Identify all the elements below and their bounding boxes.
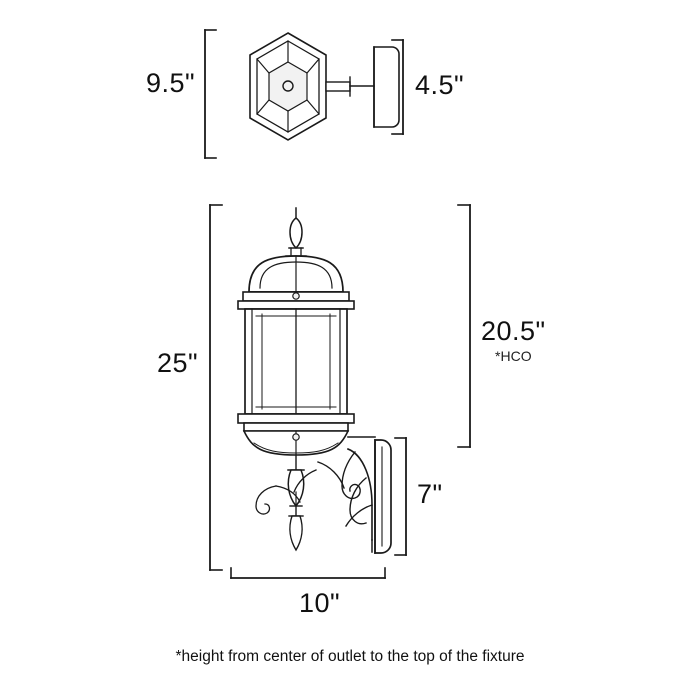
wall-mount-backplate: [375, 440, 391, 553]
dimension-label-right-main-note: *HCO: [495, 348, 532, 364]
footnote-text: *height from center of outlet to the top of the fixture: [175, 648, 525, 665]
dimension-label-top-right: 4.5": [415, 70, 465, 100]
top-view-mount: [326, 47, 399, 127]
dim-bracket-right-main: [458, 205, 470, 447]
dimension-label-right-lower: 7": [417, 479, 443, 509]
dim-bracket-left-main: [210, 205, 222, 570]
top-view-hexagon: [250, 33, 326, 140]
dimension-label-left-main: 25": [157, 348, 199, 378]
dim-bracket-top-left: [205, 30, 216, 158]
dimension-label-top-left: 9.5": [146, 68, 196, 98]
dim-bracket-right-lower: [395, 438, 406, 555]
fixture-roof: [238, 256, 354, 309]
fixture-finial: [286, 208, 306, 256]
fixture-lower-collar: [238, 414, 354, 455]
dimension-label-right-main: [481, 316, 546, 364]
fixture-glass-body: [245, 309, 347, 414]
dimension-label-right-main-value: 20.5": [481, 316, 546, 346]
dimension-label-bottom: 10": [299, 588, 341, 618]
dim-bracket-bottom: [231, 568, 385, 578]
